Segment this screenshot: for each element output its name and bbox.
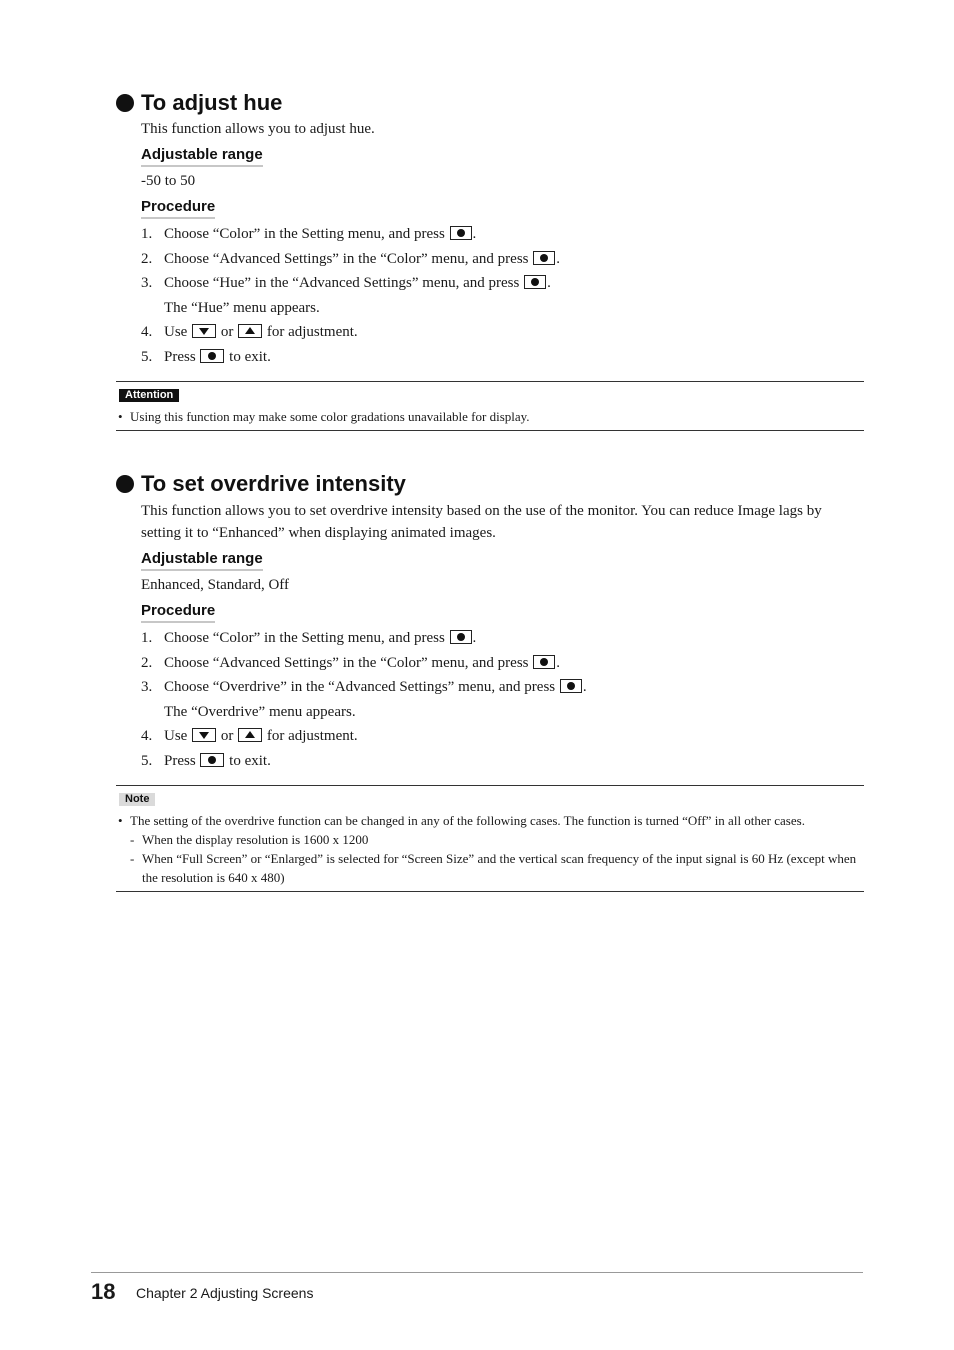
bullet-circle-icon [116, 475, 134, 493]
section-intro: This function allows you to set overdrive intensity based on the use of the monitor. You can reduce Image lags by setting it to “Enhanced” when displaying animated images. [141, 503, 822, 541]
step-number: 2. [141, 250, 153, 267]
procedure-heading: Procedure [141, 601, 215, 623]
page-number: 18 [91, 1279, 116, 1304]
enter-button-icon [450, 226, 472, 240]
step-text: Choose “Color” in the Setting menu, and press [164, 226, 445, 242]
section-adjust-hue [116, 88, 864, 431]
step-number: 3. [141, 275, 153, 291]
step-text: Choose “Advanced Settings” in the “Color” menu, and press [164, 654, 529, 671]
note-item [116, 811, 864, 830]
step-text: Choose “Advanced Settings” in the “Color” menu, and press [164, 250, 529, 267]
range-heading-wrap [141, 549, 864, 571]
procedure-heading-wrap [141, 601, 864, 623]
note-subitem-text: When “Full Screen” or “Enlarged” is selected for “Screen Size” and the vertical scan frequency of the input signal is 60 Hz (except when the resolution is 640 x 480) [142, 851, 857, 885]
step-text: Press [164, 752, 196, 769]
note-label: Note [119, 793, 155, 806]
step-item [141, 749, 864, 774]
range-heading: Adjustable range [141, 145, 263, 167]
range-heading: Adjustable range [141, 549, 263, 571]
footer-rule [91, 1272, 863, 1273]
bullet-dot-icon: • [118, 409, 123, 424]
step-text-mid: or [220, 728, 234, 744]
step-text-end: . [582, 679, 587, 695]
step-item [141, 675, 864, 700]
step-item [141, 724, 864, 749]
section-title [116, 88, 864, 118]
enter-button-icon [200, 349, 224, 363]
step-text: Choose “Overdrive” in the “Advanced Settings” menu, and press [164, 679, 556, 695]
enter-button-icon [200, 753, 224, 767]
attention-box [116, 381, 864, 431]
note-subitem [116, 830, 864, 849]
step-number: 2. [141, 654, 153, 671]
step-sub-note: The “Overdrive” menu appears. [164, 703, 356, 720]
enter-button-icon [533, 251, 555, 265]
step-sub-note: The “Hue” menu appears. [164, 299, 320, 316]
step-item [141, 271, 864, 296]
step-item [141, 626, 864, 651]
section-overdrive [116, 469, 864, 892]
step-text-end: to exit. [229, 348, 271, 365]
section-body [141, 118, 864, 369]
step-text: Choose “Color” in the Setting menu, and press [164, 630, 445, 646]
step-item [141, 222, 864, 247]
step-item [141, 345, 864, 370]
step-number: 3. [141, 679, 153, 695]
bullet-circle-icon [116, 94, 134, 112]
section-title-text: To adjust hue [141, 90, 283, 115]
step-text-end: for adjustment. [266, 728, 358, 744]
enter-button-icon [450, 630, 472, 644]
step-item [141, 247, 864, 272]
step-text-end: . [547, 275, 551, 291]
step-number: 1. [141, 630, 153, 646]
enter-button-icon [560, 679, 582, 693]
step-text: Press [164, 348, 196, 365]
procedure-heading: Procedure [141, 197, 215, 219]
section-body [141, 500, 864, 773]
bullet-dot-icon: • [118, 813, 123, 828]
step-item [141, 320, 864, 345]
section-intro: This function allows you to adjust hue. [141, 121, 375, 137]
enter-button-icon [524, 275, 546, 289]
step-number: 1. [141, 226, 153, 242]
step-text-end: for adjustment. [266, 324, 358, 340]
range-value: -50 to 50 [141, 173, 196, 189]
chapter-label: Chapter 2 Adjusting Screens [136, 1285, 314, 1301]
step-text-end: . [556, 250, 560, 267]
up-arrow-button-icon [238, 324, 262, 338]
note-box [116, 785, 864, 892]
dash-mark: - [130, 851, 135, 866]
step-text-end: . [472, 630, 477, 646]
up-arrow-button-icon [238, 728, 262, 742]
step-text-end: . [472, 226, 477, 242]
step-item [141, 651, 864, 676]
step-number: 4. [141, 728, 153, 744]
range-value: Enhanced, Standard, Off [141, 577, 290, 593]
step-number: 4. [141, 324, 153, 340]
note-text: The setting of the overdrive function can be changed in any of the following cases. The function is turned “Off” in all other cases. [130, 813, 805, 828]
dash-mark: - [130, 832, 135, 847]
section-title-text: To set overdrive intensity [141, 471, 406, 496]
section-title [116, 469, 864, 499]
procedure-heading-wrap [141, 197, 864, 219]
enter-button-icon [533, 655, 555, 669]
attention-label: Attention [119, 389, 179, 402]
step-text: Choose “Hue” in the “Advanced Settings” menu, and press [164, 275, 520, 291]
down-arrow-button-icon [192, 324, 216, 338]
down-arrow-button-icon [192, 728, 216, 742]
note-subitem-text: When the display resolution is 1600 x 1200 [142, 832, 369, 847]
step-text: Use [164, 324, 188, 340]
attention-text: Using this function may make some color gradations unavailable for display. [130, 409, 530, 424]
step-number: 5. [141, 348, 153, 365]
range-heading-wrap [141, 145, 864, 167]
step-text-end: to exit. [229, 752, 271, 769]
step-text-mid: or [220, 324, 234, 340]
procedure-steps [141, 626, 864, 773]
note-subitem [116, 849, 864, 887]
procedure-steps [141, 222, 864, 369]
step-text: Use [164, 728, 188, 744]
step-text-end: . [556, 654, 560, 671]
step-number: 5. [141, 752, 153, 769]
attention-item [116, 407, 864, 426]
